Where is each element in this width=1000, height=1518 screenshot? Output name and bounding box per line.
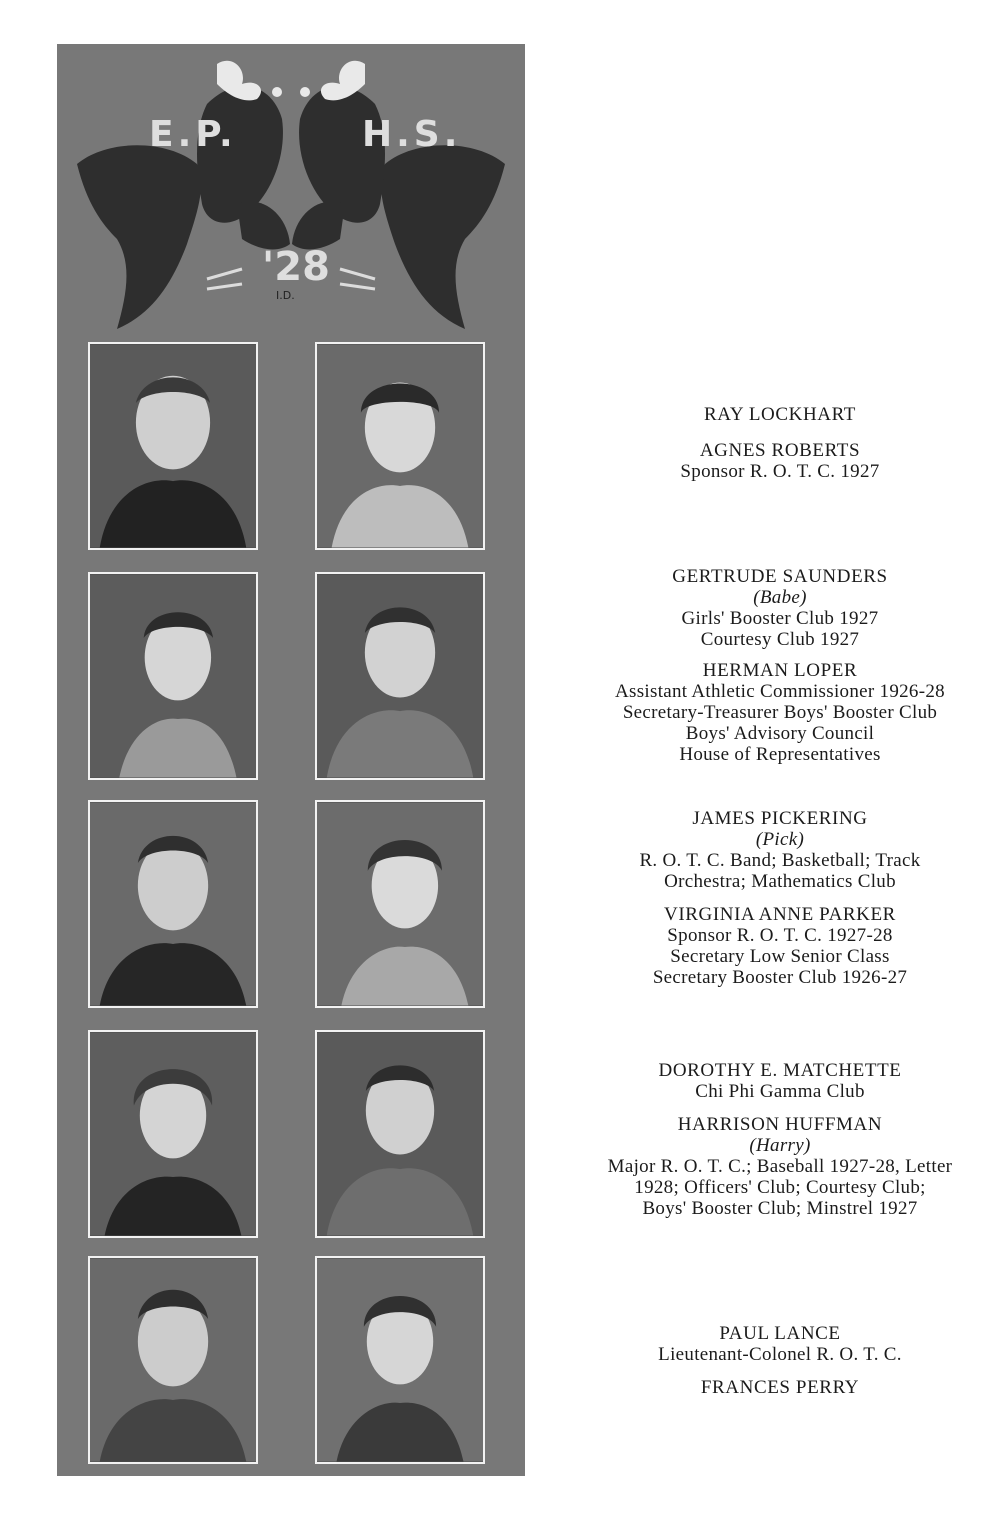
entry-frances-perry bbox=[560, 1377, 1000, 1398]
student-name: HERMAN LOPER bbox=[702, 660, 858, 681]
entry-dorothy-matchette bbox=[560, 1060, 1000, 1102]
portrait-photo-icon bbox=[90, 1032, 256, 1236]
portrait-photo-icon bbox=[90, 574, 256, 778]
photo-panel bbox=[57, 44, 525, 1476]
portrait-photo-icon bbox=[90, 344, 256, 548]
student-name: RAY LOCKHART bbox=[704, 404, 856, 425]
student-name: VIRGINIA ANNE PARKER bbox=[664, 904, 896, 925]
student-activity: Major R. O. T. C.; Baseball 1927-28, Letter bbox=[607, 1156, 953, 1177]
entry-paul-lance bbox=[560, 1323, 1000, 1365]
entry-agnes-roberts bbox=[560, 440, 1000, 482]
student-activity: Boys' Booster Club; Minstrel 1927 bbox=[642, 1198, 918, 1219]
student-activity: Boys' Advisory Council bbox=[685, 723, 875, 744]
portrait-dorothy-matchette bbox=[88, 1030, 258, 1238]
student-name: DOROTHY E. MATCHETTE bbox=[658, 1060, 902, 1081]
entry-gertrude-saunders bbox=[560, 566, 1000, 650]
student-activity: R. O. T. C. Band; Basketball; Track bbox=[639, 850, 921, 871]
student-activity: Assistant Athletic Commissioner 1926-28 bbox=[615, 681, 945, 702]
portrait-ray-lockhart bbox=[88, 342, 258, 550]
student-activity: Secretary Booster Club 1926-27 bbox=[652, 967, 908, 988]
portrait-james-pickering bbox=[88, 800, 258, 1008]
student-name: PAUL LANCE bbox=[719, 1323, 841, 1344]
crest-right-text: H.S. bbox=[362, 114, 462, 155]
portrait-photo-icon bbox=[317, 344, 483, 548]
student-activity: Chi Phi Gamma Club bbox=[695, 1081, 865, 1102]
entry-harrison-huffman bbox=[560, 1114, 1000, 1219]
crest-initials: I.D. bbox=[276, 289, 295, 302]
student-activity: Lieutenant-Colonel R. O. T. C. bbox=[658, 1344, 902, 1365]
student-name: HARRISON HUFFMAN bbox=[677, 1114, 883, 1135]
portrait-gertrude-saunders bbox=[88, 572, 258, 780]
student-activity: 1928; Officers' Club; Courtesy Club; bbox=[634, 1177, 926, 1198]
student-activity: Sponsor R. O. T. C. 1927-28 bbox=[667, 925, 893, 946]
student-activity: House of Representatives bbox=[679, 744, 881, 765]
entry-ray-lockhart bbox=[560, 404, 1000, 425]
student-nickname: (Harry) bbox=[749, 1135, 811, 1156]
portrait-agnes-roberts bbox=[315, 342, 485, 550]
portrait-photo-icon bbox=[90, 802, 256, 1006]
entry-james-pickering bbox=[560, 808, 1000, 892]
portrait-photo-icon bbox=[317, 1258, 483, 1462]
portrait-virginia-anne-parker bbox=[315, 800, 485, 1008]
student-name: AGNES ROBERTS bbox=[699, 440, 861, 461]
crest-year: '28 bbox=[262, 244, 330, 290]
portrait-photo-icon bbox=[317, 802, 483, 1006]
student-activity: Sponsor R. O. T. C. 1927 bbox=[680, 461, 880, 482]
student-activity: Secretary-Treasurer Boys' Booster Club bbox=[622, 702, 938, 723]
crest-left-text: E.P. bbox=[149, 114, 237, 155]
student-nickname: (Babe) bbox=[753, 587, 807, 608]
student-name: GERTRUDE SAUNDERS bbox=[672, 566, 888, 587]
entry-virginia-anne-parker bbox=[560, 904, 1000, 988]
portrait-paul-lance bbox=[88, 1256, 258, 1464]
student-name: FRANCES PERRY bbox=[700, 1377, 860, 1398]
student-activity: Courtesy Club 1927 bbox=[700, 629, 860, 650]
student-activity: Secretary Low Senior Class bbox=[670, 946, 890, 967]
entry-herman-loper bbox=[560, 660, 1000, 765]
student-activity: Orchestra; Mathematics Club bbox=[664, 871, 896, 892]
portrait-photo-icon bbox=[317, 1032, 483, 1236]
student-activity: Girls' Booster Club 1927 bbox=[681, 608, 879, 629]
school-crest bbox=[57, 44, 525, 344]
student-name: JAMES PICKERING bbox=[692, 808, 868, 829]
student-nickname: (Pick) bbox=[755, 829, 805, 850]
portrait-harrison-huffman bbox=[315, 1030, 485, 1238]
portrait-frances-perry bbox=[315, 1256, 485, 1464]
portrait-herman-loper bbox=[315, 572, 485, 780]
portrait-photo-icon bbox=[90, 1258, 256, 1462]
portrait-photo-icon bbox=[317, 574, 483, 778]
